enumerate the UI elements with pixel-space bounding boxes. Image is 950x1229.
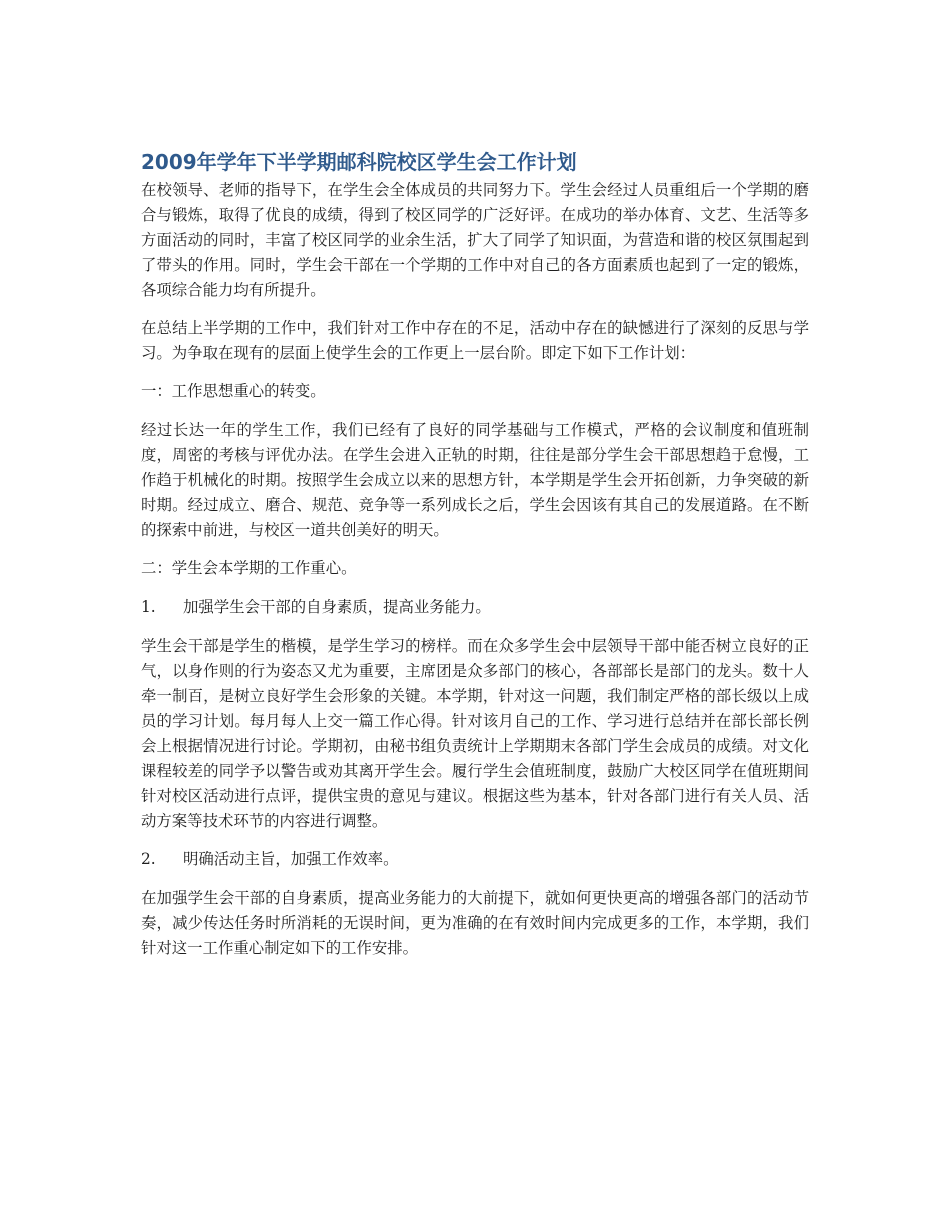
item-number: 2. — [141, 850, 156, 868]
document-page — [141, 148, 809, 974]
paragraph-item-1: 学生会干部是学生的楷模，是学生学习的榜样。而在众多学生会中层领导干部中能否树立良好的正气，以身作则的行为姿态又尤为重要，主席团是众多部门的核心，各部部长是部门的龙头。数十人牵一制百，是树立良好学生会形象的关键。本学期，针对这一问题，我们制定严格的部长级以上成员的学习计划。每月每人上交一篇工作心得。针对该月自己的工作、学习进行总结并在部长部长例会上根据情况进行讨论。学期初，由秘书组负责统计上学期期末各部门学生会成员的成绩。对文化课程较差的同学予以警告或劝其离开学生会。履行学生会值班制度，鼓励广大校区同学在值班期间针对校区活动进行点评，提供宝贵的意见与建议。根据这些为基本，针对各部门进行有关人员、活动方案等技术环节的内容进行调整。 — [141, 637, 809, 830]
document-title: 2009年学年下半学期邮科院校区学生会工作计划 — [141, 150, 577, 174]
item-text: 加强学生会干部的自身素质，提高业务能力。 — [183, 598, 491, 616]
section-heading-1: 一：工作思想重心的转变。 — [141, 382, 326, 400]
item-number: 1. — [141, 598, 156, 616]
paragraph-section-1: 经过长达一年的学生工作，我们已经有了良好的同学基础与工作模式，严格的会议制度和值班制度，周密的考核与评优办法。在学生会进入正轨的时期，往往是部分学生会干部思想趋于怠慢，工作趋于机械化的时期。按照学生会成立以来的思想方针，本学期是学生会开拓创新，力争突破的新时期。经过成立、磨合、规范、竞争等一系列成长之后，学生会因该有其自己的发展道路。在不断的探索中前进，与校区一道共创美好的明天。 — [141, 421, 809, 539]
section-heading-2: 二：学生会本学期的工作重心。 — [141, 559, 357, 577]
paragraph-item-2: 在加强学生会干部的自身素质，提高业务能力的大前提下，就如何更快更高的增强各部门的活动节奏，减少传达任务时所消耗的无误时间，更为准确的在有效时间内完成更多的工作，本学期，我们针对这一工作重心制定如下的工作安排。 — [141, 889, 809, 957]
paragraph-summary: 在总结上半学期的工作中，我们针对工作中存在的不足，活动中存在的缺憾进行了深刻的反思与学习。为争取在现有的层面上使学生会的工作更上一层台阶。即定下如下工作计划： — [141, 319, 809, 362]
numbered-item-1 — [141, 595, 809, 620]
paragraph-intro: 在校领导、老师的指导下，在学生会全体成员的共同努力下。学生会经过人员重组后一个学期的磨合与锻炼，取得了优良的成绩，得到了校区同学的广泛好评。在成功的举办体育、文艺、生活等多方面活动的同时，丰富了校区同学的业余生活，扩大了同学了知识面，为营造和谐的校区氛围起到了带头的作用。同时，学生会干部在一个学期的工作中对自己的各方面素质也起到了一定的锻炼，各项综合能力均有所提升。 — [141, 181, 809, 299]
numbered-item-2 — [141, 847, 809, 872]
item-text: 明确活动主旨，加强工作效率。 — [183, 850, 399, 868]
